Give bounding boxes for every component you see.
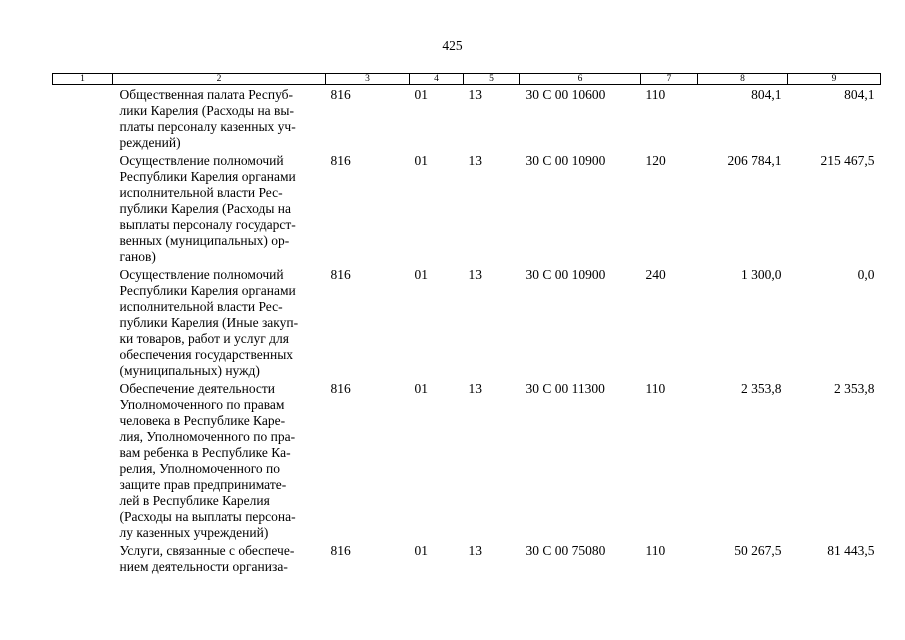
cell-cs: 30 С 00 11300 (525, 381, 605, 396)
cell-rz: 01 (414, 381, 428, 396)
cell-y2: 2 353,8 (834, 381, 875, 396)
name-line: лу казенных учреждений) (119, 525, 269, 540)
cell-code-empty (53, 265, 113, 379)
column-header-8: 8 (698, 74, 788, 85)
name-line: ки товаров, работ и услуг для (119, 331, 289, 346)
cell-y2: 81 443,5 (827, 543, 875, 558)
cell-rz: 01 (414, 153, 428, 168)
cell-code-empty (53, 151, 113, 265)
name-line: выплаты персоналу государст- (119, 217, 296, 232)
name-line: Республики Карелия органами (119, 169, 296, 184)
table-row (53, 85, 881, 152)
name-line: Общественная палата Респуб- (119, 87, 294, 102)
cell-ved: 816 (330, 267, 351, 282)
name-line: лия, Уполномоченного по пра- (119, 429, 296, 444)
cell-name (113, 265, 326, 379)
cell-y1: 206 784,1 (727, 153, 782, 168)
cell-vr: 110 (645, 381, 666, 396)
name-line: Услуги, связанные с обеспече- (119, 543, 295, 558)
cell-ved: 816 (330, 381, 351, 396)
name-line: Республики Карелия органами (119, 283, 296, 298)
cell-pr: 13 (468, 381, 482, 396)
column-header-4: 4 (410, 74, 464, 85)
table-body (53, 85, 881, 576)
cell-pr: 13 (468, 87, 482, 102)
cell-rz: 01 (414, 87, 428, 102)
cell-pr: 13 (468, 153, 482, 168)
cell-vr: 240 (645, 267, 666, 282)
name-line: обеспечения государственных (119, 347, 294, 362)
name-line: (Расходы на выплаты персона- (119, 509, 296, 524)
column-header-9: 9 (788, 74, 881, 85)
cell-name (113, 85, 326, 152)
name-line: релия, Уполномоченного по (119, 461, 281, 476)
cell-vr: 120 (645, 153, 666, 168)
name-line: защите прав предпринимате- (119, 477, 287, 492)
cell-rz: 01 (414, 543, 428, 558)
column-header-2: 2 (113, 74, 326, 85)
cell-name (113, 151, 326, 265)
cell-y1: 2 353,8 (741, 381, 782, 396)
name-line: Уполномоченного по правам (119, 397, 285, 412)
cell-y2: 804,1 (844, 87, 875, 102)
name-line: реждений) (119, 135, 181, 150)
cell-code-empty (53, 379, 113, 541)
cell-rz: 01 (414, 267, 428, 282)
page-number: 425 (442, 38, 463, 53)
name-line: платы персоналу казенных уч- (119, 119, 296, 134)
cell-vr: 110 (645, 87, 666, 102)
name-line: Осуществление полномочий (119, 153, 284, 168)
cell-code-empty (53, 541, 113, 575)
name-line: Осуществление полномочий (119, 267, 284, 282)
name-line: исполнительной власти Рес- (119, 299, 283, 314)
cell-ved: 816 (330, 543, 351, 558)
cell-cs: 30 С 00 10900 (525, 267, 606, 282)
column-header-7: 7 (641, 74, 698, 85)
table-row (53, 379, 881, 541)
cell-cs: 30 С 00 10600 (525, 87, 606, 102)
table-row (53, 541, 881, 575)
column-header-5: 5 (464, 74, 520, 85)
column-header-3: 3 (326, 74, 410, 85)
cell-y1: 50 267,5 (734, 543, 782, 558)
cell-pr: 13 (468, 267, 482, 282)
name-line: вам ребенка в Республике Ка- (119, 445, 291, 460)
name-line: исполнительной власти Рес- (119, 185, 283, 200)
cell-ved: 816 (330, 87, 351, 102)
column-header-6: 6 (520, 74, 641, 85)
cell-y1: 1 300,0 (741, 267, 782, 282)
column-header-1: 1 (53, 74, 113, 85)
cell-y2: 0,0 (857, 267, 875, 282)
name-line: ганов) (119, 249, 156, 264)
name-line: (муниципальных) нужд) (119, 363, 260, 378)
table-row (53, 265, 881, 379)
name-line: публики Карелия (Расходы на (119, 201, 291, 216)
name-line: человека в Республике Каре- (119, 413, 286, 428)
name-line: нием деятельности организа- (119, 559, 288, 574)
cell-code-empty (53, 85, 113, 152)
cell-y1: 804,1 (751, 87, 782, 102)
header-row (53, 74, 881, 85)
name-line: публики Карелия (Иные закуп- (119, 315, 299, 330)
name-line: лики Карелия (Расходы на вы- (119, 103, 294, 118)
cell-name (113, 541, 326, 575)
cell-vr: 110 (645, 543, 666, 558)
name-line: Обеспечение деятельности (119, 381, 276, 396)
name-line: лей в Республике Карелия (119, 493, 270, 508)
table-row (53, 151, 881, 265)
cell-ved: 816 (330, 153, 351, 168)
budget-table (52, 73, 881, 575)
cell-y2: 215 467,5 (820, 153, 875, 168)
cell-cs: 30 С 00 10900 (525, 153, 606, 168)
name-line: венных (муниципальных) ор- (119, 233, 290, 248)
cell-pr: 13 (468, 543, 482, 558)
cell-cs: 30 С 00 75080 (525, 543, 606, 558)
cell-name (113, 379, 326, 541)
